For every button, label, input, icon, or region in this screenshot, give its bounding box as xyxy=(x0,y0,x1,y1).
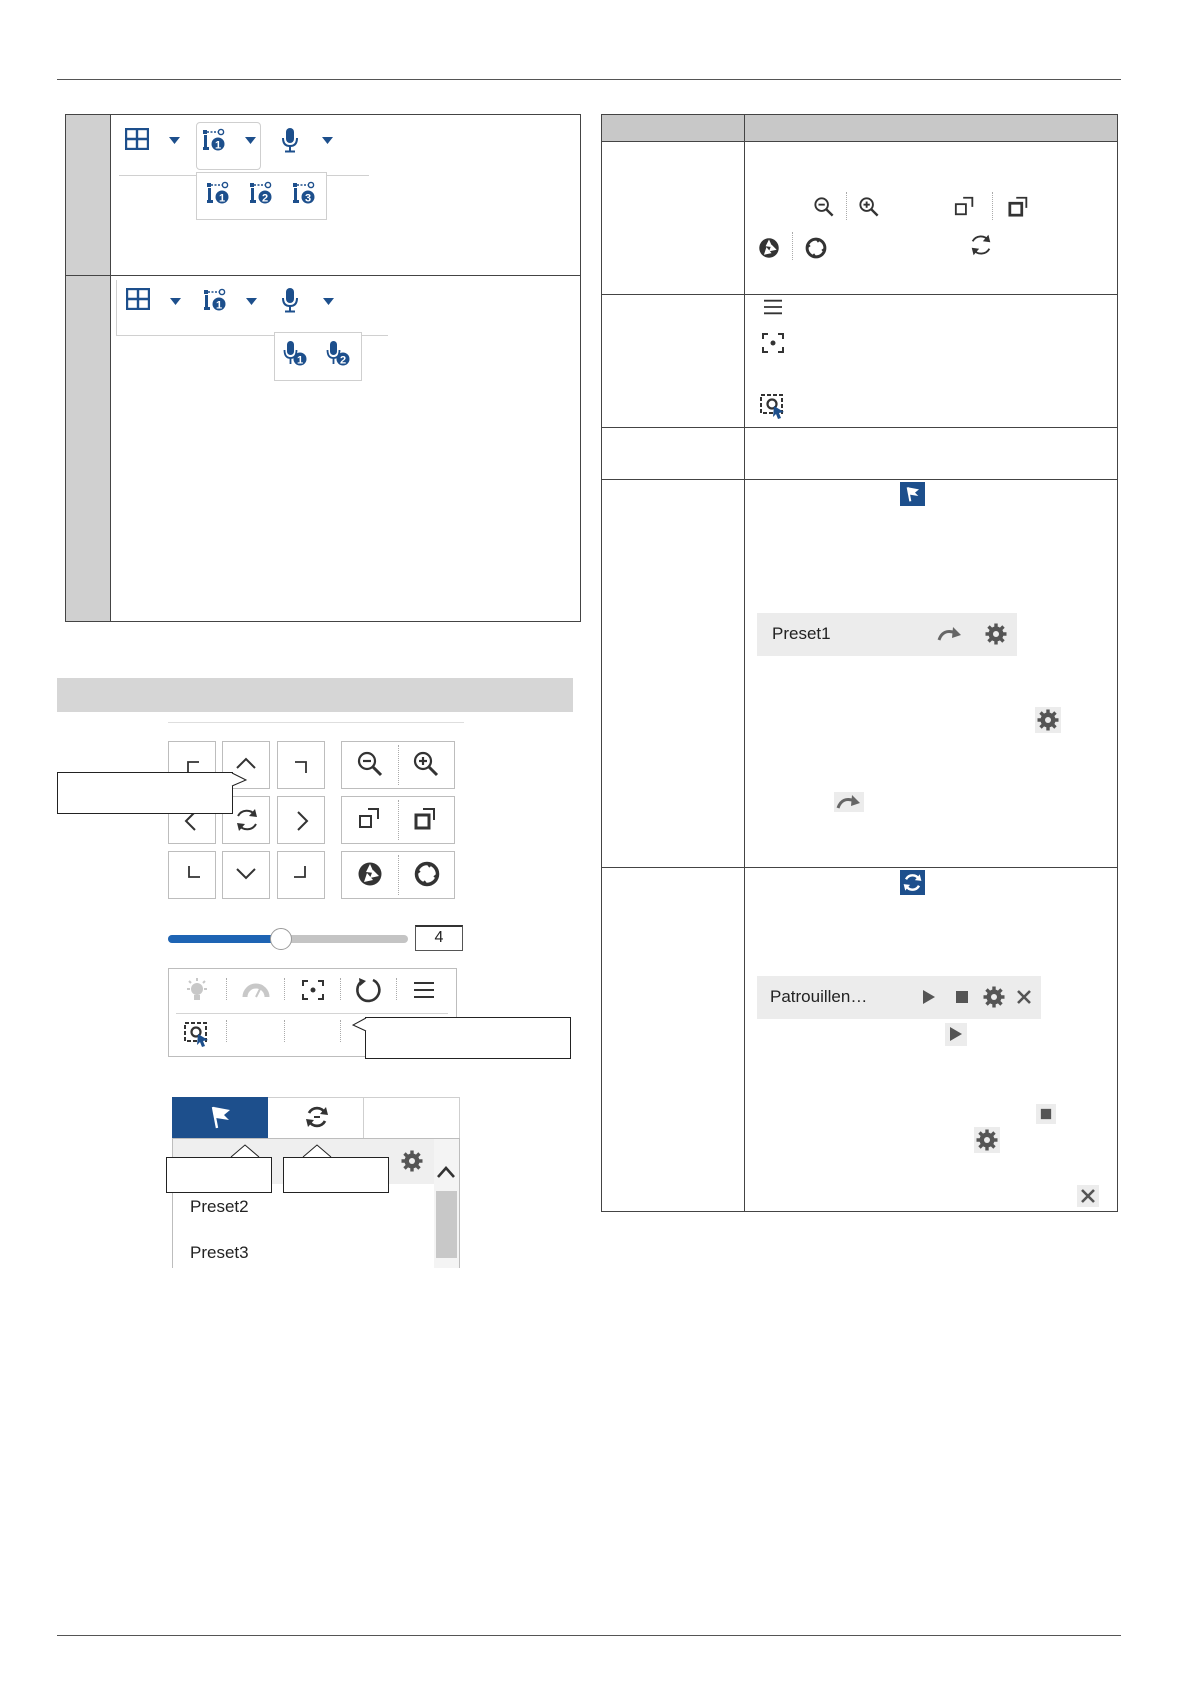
focus-far-icon xyxy=(1008,195,1030,217)
left-table-row-divider xyxy=(66,275,580,276)
right-table-row-divider xyxy=(602,867,1117,868)
iris-open-icon xyxy=(758,237,780,259)
speed-value-field[interactable]: 4 xyxy=(415,925,463,951)
tab-divider xyxy=(363,1097,364,1138)
function-panel-divider xyxy=(176,1013,448,1014)
list-item[interactable]: Preset3 xyxy=(190,1243,249,1262)
chevron-up-icon[interactable] xyxy=(436,1165,456,1179)
svg-text:1: 1 xyxy=(296,354,304,367)
focus-divider xyxy=(398,800,399,840)
callout-pointer xyxy=(230,1144,260,1158)
svg-text:2: 2 xyxy=(339,354,347,367)
section-heading-bar xyxy=(57,678,573,712)
iris-open-icon[interactable] xyxy=(357,861,383,887)
icon-divider xyxy=(792,232,793,260)
corner-down-right-icon xyxy=(293,865,307,879)
microphone-1-icon[interactable] xyxy=(282,340,308,368)
footer-rule xyxy=(57,1635,1121,1636)
right-table-column-divider xyxy=(744,115,745,1211)
function-divider xyxy=(226,1020,227,1042)
preset-flag-icon xyxy=(905,485,921,503)
microphone-icon[interactable] xyxy=(280,287,300,313)
svg-text:2: 2 xyxy=(261,192,269,205)
grid-layout-icon[interactable] xyxy=(125,128,149,150)
call-preset-icon[interactable] xyxy=(937,624,963,644)
caret-down-icon[interactable] xyxy=(246,298,257,305)
caret-down-icon[interactable] xyxy=(245,137,256,144)
callout-box-functions xyxy=(365,1017,571,1059)
zoom-in-icon[interactable] xyxy=(412,750,440,778)
ptz-panel-top-line xyxy=(168,722,464,723)
alarm-output-3-icon[interactable] xyxy=(291,181,317,207)
function-divider xyxy=(340,978,341,1000)
gear-icon[interactable] xyxy=(401,1150,423,1172)
gear-icon[interactable] xyxy=(985,623,1007,645)
icon-divider xyxy=(846,192,847,220)
preset-name: Preset1 xyxy=(772,624,831,643)
callout-pointer xyxy=(231,772,249,788)
chevron-up-icon xyxy=(235,756,257,770)
right-table-row-divider xyxy=(602,427,1117,428)
left-table-column-divider xyxy=(110,115,111,621)
microphone-icon[interactable] xyxy=(280,127,300,153)
right-table-row-divider xyxy=(602,479,1117,480)
focus-near-icon[interactable] xyxy=(358,806,382,830)
caret-down-icon[interactable] xyxy=(323,298,334,305)
list-item[interactable]: Preset2 xyxy=(190,1197,249,1216)
play-icon xyxy=(949,1026,963,1042)
alarm-output-2-icon[interactable] xyxy=(248,181,274,207)
zoom-in-icon xyxy=(858,196,880,218)
svg-text:3: 3 xyxy=(304,192,312,205)
zoom-out-icon[interactable] xyxy=(356,750,384,778)
svg-text:1: 1 xyxy=(214,139,222,152)
menu-icon[interactable] xyxy=(412,980,436,1000)
focus-near-icon xyxy=(954,195,976,217)
function-divider xyxy=(284,978,285,1000)
area-zoom-icon xyxy=(759,392,787,420)
call-preset-icon xyxy=(836,792,862,812)
caret-down-icon[interactable] xyxy=(169,137,180,144)
grid-layout-icon[interactable] xyxy=(126,288,150,310)
toolbar-dropdown-outline xyxy=(116,280,117,335)
speed-slider-fill xyxy=(168,935,281,943)
one-touch-focus-icon[interactable] xyxy=(301,979,325,1001)
chevron-right-icon xyxy=(296,810,310,832)
svg-text:1: 1 xyxy=(218,192,226,205)
light-icon[interactable] xyxy=(184,977,210,1003)
preset-flag-icon xyxy=(209,1104,233,1130)
header-rule xyxy=(57,79,1121,80)
iris-close-icon[interactable] xyxy=(414,861,440,887)
stop-icon[interactable] xyxy=(955,990,969,1004)
corner-up-right-icon xyxy=(294,760,308,774)
gear-icon xyxy=(1037,709,1059,731)
caret-down-icon[interactable] xyxy=(170,298,181,305)
patrol-icon xyxy=(902,872,923,893)
close-icon[interactable] xyxy=(1016,989,1032,1005)
wiper-icon[interactable] xyxy=(242,979,270,1001)
speed-slider-handle[interactable] xyxy=(270,928,292,950)
zoom-divider xyxy=(398,745,399,785)
chevron-down-icon xyxy=(235,866,257,880)
patrol-icon xyxy=(304,1104,330,1130)
callout-box-direction xyxy=(57,772,233,814)
patrol-name: Patrouillen… xyxy=(770,987,868,1006)
iris-divider xyxy=(398,855,399,895)
alarm-output-icon[interactable] xyxy=(202,288,228,314)
menu-icon xyxy=(762,298,784,316)
play-icon[interactable] xyxy=(922,989,936,1005)
area-zoom-icon[interactable] xyxy=(183,1020,211,1048)
zoom-out-icon xyxy=(813,196,835,218)
rotate-icon xyxy=(233,806,261,834)
svg-text:1: 1 xyxy=(215,299,223,312)
function-divider xyxy=(340,1020,341,1042)
corner-down-left-icon xyxy=(187,865,201,879)
icon-divider xyxy=(992,192,993,220)
iris-close-icon xyxy=(805,237,827,259)
reset-icon[interactable] xyxy=(354,976,382,1004)
left-table-label-column xyxy=(66,115,110,621)
alarm-output-1-icon[interactable] xyxy=(205,181,231,207)
callout-pointer xyxy=(352,1017,367,1033)
rotate-icon xyxy=(968,232,994,258)
function-divider xyxy=(226,978,227,1000)
function-divider xyxy=(284,1020,285,1042)
callout-box-preset xyxy=(166,1157,272,1193)
focus-far-icon[interactable] xyxy=(414,806,438,830)
gear-icon[interactable] xyxy=(983,986,1005,1008)
gear-icon xyxy=(976,1129,998,1151)
scrollbar-thumb[interactable] xyxy=(436,1191,457,1258)
right-table-row-divider xyxy=(602,294,1117,295)
close-icon xyxy=(1080,1188,1096,1204)
stop-icon xyxy=(1040,1108,1052,1120)
right-table-header xyxy=(602,115,1117,142)
function-divider xyxy=(396,978,397,1000)
callout-pointer xyxy=(302,1144,332,1158)
microphone-2-icon[interactable] xyxy=(325,340,351,368)
alarm-output-icon[interactable] xyxy=(201,128,227,154)
callout-box-patrol xyxy=(283,1157,389,1193)
caret-down-icon[interactable] xyxy=(322,137,333,144)
right-table xyxy=(601,114,1118,1212)
one-touch-focus-icon xyxy=(761,332,785,354)
